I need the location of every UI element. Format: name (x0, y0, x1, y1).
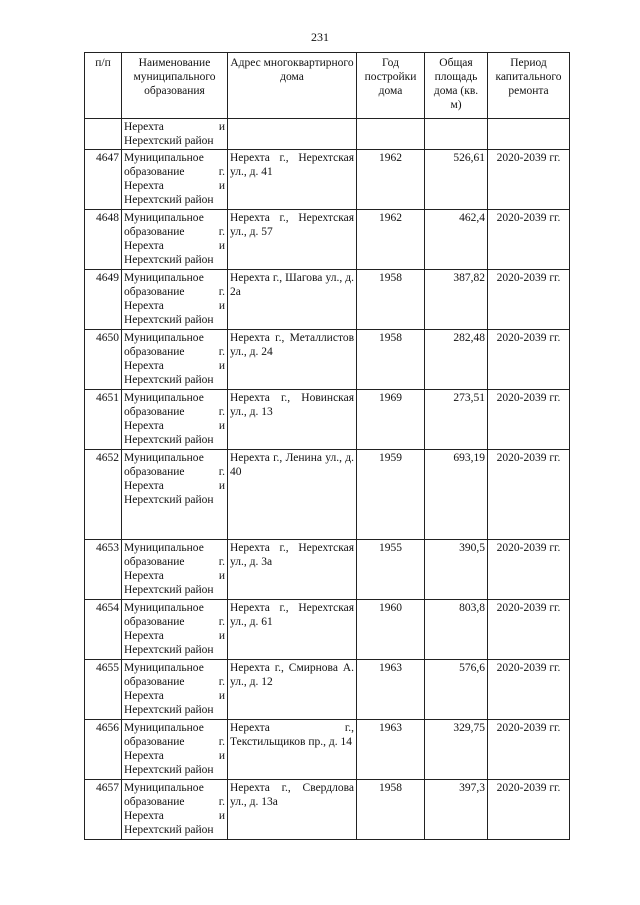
address-cell: Нерехта г., Текстильщиков пр., д. 14 (228, 720, 357, 780)
year-cell: 1963 (357, 720, 425, 780)
year-cell: 1960 (357, 600, 425, 660)
address-cell: Нерехта г., Шагова ул., д. 2а (228, 270, 357, 330)
address-cell: Нерехта г., Нерехтская ул., д. 61 (228, 600, 357, 660)
address-cell: Нерехта г., Свердлова ул., д. 13а (228, 780, 357, 840)
period-cell: 2020-2039 гг. (488, 450, 570, 540)
header-area: Общая площадь дома (кв. м) (425, 53, 488, 119)
period-cell: 2020-2039 гг. (488, 270, 570, 330)
header-row (85, 53, 570, 119)
row-number: 4655 (85, 660, 122, 720)
row-number: 4653 (85, 540, 122, 600)
area-cell: 329,75 (425, 720, 488, 780)
area-cell: 282,48 (425, 330, 488, 390)
continuation-row (85, 119, 570, 150)
area-cell: 462,4 (425, 210, 488, 270)
area-cell: 576,6 (425, 660, 488, 720)
header-municipality: Наименование муниципального образования (122, 53, 228, 119)
area-cell: 526,61 (425, 150, 488, 210)
table-row (85, 270, 570, 330)
period-cell: 2020-2039 гг. (488, 660, 570, 720)
year-cell: 1962 (357, 210, 425, 270)
municipality-cell: Муниципальное образование г. Нерехта и Нерехтский район (122, 450, 228, 540)
municipality-cell: Муниципальное образование г. Нерехта и Нерехтский район (122, 780, 228, 840)
address-cell: Нерехта г., Смирнова А. ул., д. 12 (228, 660, 357, 720)
year-cell: 1958 (357, 330, 425, 390)
row-number: 4647 (85, 150, 122, 210)
address-cell: Нерехта г., Нерехтская ул., д. 3а (228, 540, 357, 600)
year-cell: 1958 (357, 780, 425, 840)
period-cell: 2020-2039 гг. (488, 780, 570, 840)
municipality-cell: Муниципальное образование г. Нерехта и Нерехтский район (122, 150, 228, 210)
header-period: Период капитального ремонта (488, 53, 570, 119)
table-row (85, 600, 570, 660)
municipality-cell: Муниципальное образование г. Нерехта и Нерехтский район (122, 270, 228, 330)
table-row (85, 330, 570, 390)
address-cell: Нерехта г., Новинская ул., д. 13 (228, 390, 357, 450)
municipality-cell: Муниципальное образование г. Нерехта и Нерехтский район (122, 390, 228, 450)
address-cell: Нерехта г., Ленина ул., д. 40 (228, 450, 357, 540)
year-cell: 1963 (357, 660, 425, 720)
municipality-cell: Муниципальное образование г. Нерехта и Нерехтский район (122, 210, 228, 270)
table-row (85, 660, 570, 720)
table-row (85, 780, 570, 840)
address-cell: Нерехта г., Нерехтская ул., д. 41 (228, 150, 357, 210)
table-row (85, 720, 570, 780)
area-cell: 803,8 (425, 600, 488, 660)
row-number: 4650 (85, 330, 122, 390)
row-number: 4652 (85, 450, 122, 540)
page-number: 231 (311, 30, 329, 44)
year-cell: 1959 (357, 450, 425, 540)
period-cell: 2020-2039 гг. (488, 210, 570, 270)
municipality-cell: Муниципальное образование г. Нерехта и Нерехтский район (122, 600, 228, 660)
area-cell: 390,5 (425, 540, 488, 600)
municipality-cell: Муниципальное образование г. Нерехта и Нерехтский район (122, 720, 228, 780)
housing-table (84, 52, 570, 840)
address-cell: Нерехта г., Нерехтская ул., д. 57 (228, 210, 357, 270)
table-row (85, 540, 570, 600)
address-cell: Нерехта г., Металлистов ул., д. 24 (228, 330, 357, 390)
municipality-cell: Муниципальное образование г. Нерехта и Нерехтский район (122, 540, 228, 600)
municipality-cell: Муниципальное образование г. Нерехта и Нерехтский район (122, 660, 228, 720)
row-number: 4656 (85, 720, 122, 780)
year-cell: 1958 (357, 270, 425, 330)
row-number: 4649 (85, 270, 122, 330)
row-number: 4654 (85, 600, 122, 660)
municipality-cell: Муниципальное образование г. Нерехта и Нерехтский район (122, 330, 228, 390)
period-cell: 2020-2039 гг. (488, 390, 570, 450)
year-cell: 1962 (357, 150, 425, 210)
row-number: 4648 (85, 210, 122, 270)
row-number: 4657 (85, 780, 122, 840)
area-cell: 273,51 (425, 390, 488, 450)
header-year: Год постройки дома (357, 53, 425, 119)
header-num: п/п (85, 53, 122, 119)
table-row (85, 390, 570, 450)
table-row (85, 150, 570, 210)
area-cell: 397,3 (425, 780, 488, 840)
year-cell: 1955 (357, 540, 425, 600)
period-cell: 2020-2039 гг. (488, 600, 570, 660)
area-cell: 387,82 (425, 270, 488, 330)
area-cell: 693,19 (425, 450, 488, 540)
period-cell: 2020-2039 гг. (488, 330, 570, 390)
table-row (85, 210, 570, 270)
continuation-municipality: Нерехта и Нерехтский район (122, 119, 228, 150)
year-cell: 1969 (357, 390, 425, 450)
row-number: 4651 (85, 390, 122, 450)
period-cell: 2020-2039 гг. (488, 150, 570, 210)
header-address: Адрес многоквартирного дома (228, 53, 357, 119)
period-cell: 2020-2039 гг. (488, 720, 570, 780)
period-cell: 2020-2039 гг. (488, 540, 570, 600)
table-row (85, 450, 570, 540)
